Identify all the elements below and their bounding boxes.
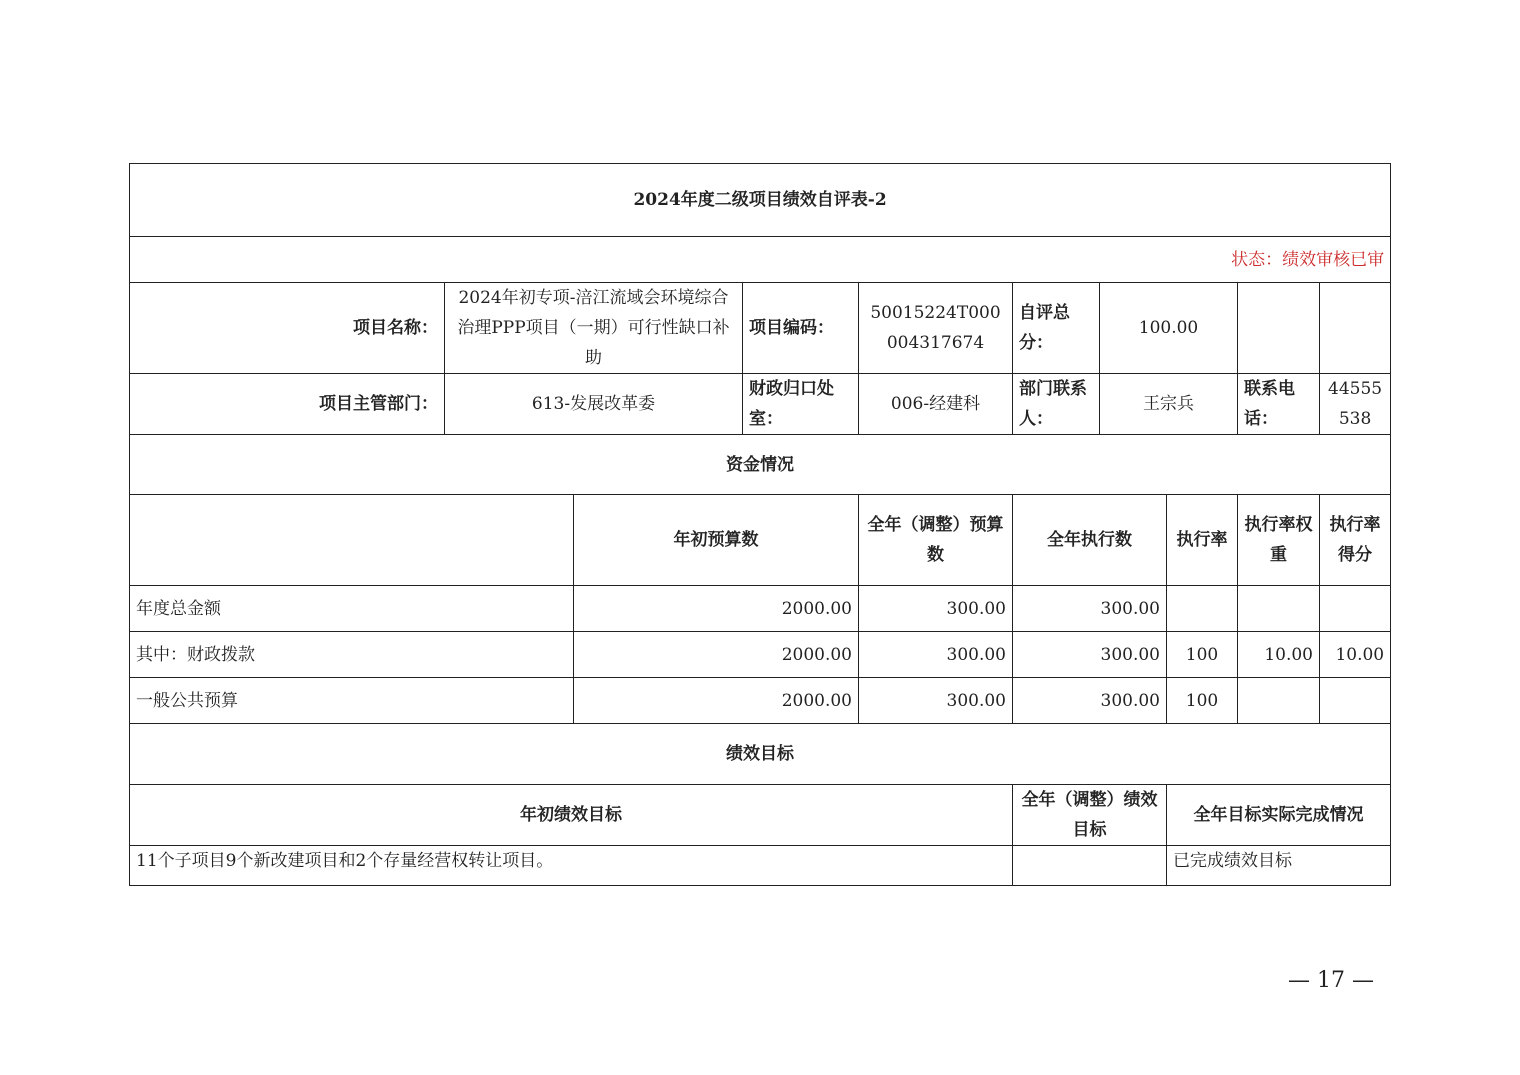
adjusted-goal-text bbox=[1013, 846, 1167, 886]
contact-person-label: 部门联系人： bbox=[1013, 374, 1100, 435]
project-name-value: 2024年初专项-涪江流域会环境综合治理PPP项目（一期）可行性缺口补助 bbox=[445, 283, 743, 374]
row-rate: 100 bbox=[1167, 678, 1238, 724]
row-weight bbox=[1238, 586, 1320, 632]
header-adjusted-goal: 全年（调整）绩效目标 bbox=[1013, 785, 1167, 846]
row-name: 其中：财政拨款 bbox=[130, 632, 574, 678]
performance-evaluation-table bbox=[129, 163, 1391, 886]
row-executed: 300.00 bbox=[1013, 586, 1167, 632]
table-row bbox=[130, 632, 1391, 678]
department-label: 项目主管部门： bbox=[130, 374, 445, 435]
funds-header-empty bbox=[130, 495, 574, 586]
department-value: 613-发展改革委 bbox=[445, 374, 743, 435]
contact-phone-value: 44555538 bbox=[1320, 374, 1391, 435]
self-score-label: 自评总分： bbox=[1013, 283, 1100, 374]
finance-office-label: 财政归口处室： bbox=[743, 374, 859, 435]
project-name-label: 项目名称： bbox=[130, 283, 445, 374]
row-score: 10.00 bbox=[1320, 632, 1391, 678]
project-code-label: 项目编码： bbox=[743, 283, 859, 374]
row-name: 年度总金额 bbox=[130, 586, 574, 632]
header-execution-rate: 执行率 bbox=[1167, 495, 1238, 586]
row-initial: 2000.00 bbox=[574, 632, 859, 678]
row-score bbox=[1320, 678, 1391, 724]
row-weight: 10.00 bbox=[1238, 632, 1320, 678]
row-name: 一般公共预算 bbox=[130, 678, 574, 724]
row-executed: 300.00 bbox=[1013, 632, 1167, 678]
page-number: — 17 — bbox=[1288, 968, 1374, 993]
empty-cell bbox=[1320, 283, 1391, 374]
row-adjusted: 300.00 bbox=[859, 586, 1013, 632]
contact-phone-label: 联系电话： bbox=[1238, 374, 1320, 435]
goals-section-title: 绩效目标 bbox=[130, 724, 1391, 785]
header-rate-weight: 执行率权重 bbox=[1238, 495, 1320, 586]
header-rate-score: 执行率得分 bbox=[1320, 495, 1391, 586]
row-executed: 300.00 bbox=[1013, 678, 1167, 724]
table-row bbox=[130, 678, 1391, 724]
form-title: 2024年度二级项目绩效自评表-2 bbox=[130, 164, 1391, 237]
funds-section-title: 资金情况 bbox=[130, 435, 1391, 495]
row-initial: 2000.00 bbox=[574, 586, 859, 632]
header-adjusted-budget: 全年（调整）预算数 bbox=[859, 495, 1013, 586]
row-rate: 100 bbox=[1167, 632, 1238, 678]
row-initial: 2000.00 bbox=[574, 678, 859, 724]
table-row bbox=[130, 586, 1391, 632]
empty-cell bbox=[1238, 283, 1320, 374]
project-code-value: 50015224T000004317674 bbox=[859, 283, 1013, 374]
row-adjusted: 300.00 bbox=[859, 632, 1013, 678]
completion-text: 已完成绩效目标 bbox=[1167, 846, 1391, 886]
self-score-value: 100.00 bbox=[1100, 283, 1238, 374]
row-rate bbox=[1167, 586, 1238, 632]
header-completion: 全年目标实际完成情况 bbox=[1167, 785, 1391, 846]
header-initial-goal: 年初绩效目标 bbox=[130, 785, 1013, 846]
header-executed: 全年执行数 bbox=[1013, 495, 1167, 586]
row-score bbox=[1320, 586, 1391, 632]
initial-goal-text: 11个子项目9个新改建项目和2个存量经营权转让项目。 bbox=[130, 846, 1013, 886]
contact-person-value: 王宗兵 bbox=[1100, 374, 1238, 435]
row-adjusted: 300.00 bbox=[859, 678, 1013, 724]
status-text: 状态：绩效审核已审 bbox=[130, 237, 1391, 283]
row-weight bbox=[1238, 678, 1320, 724]
header-initial-budget: 年初预算数 bbox=[574, 495, 859, 586]
finance-office-value: 006-经建科 bbox=[859, 374, 1013, 435]
